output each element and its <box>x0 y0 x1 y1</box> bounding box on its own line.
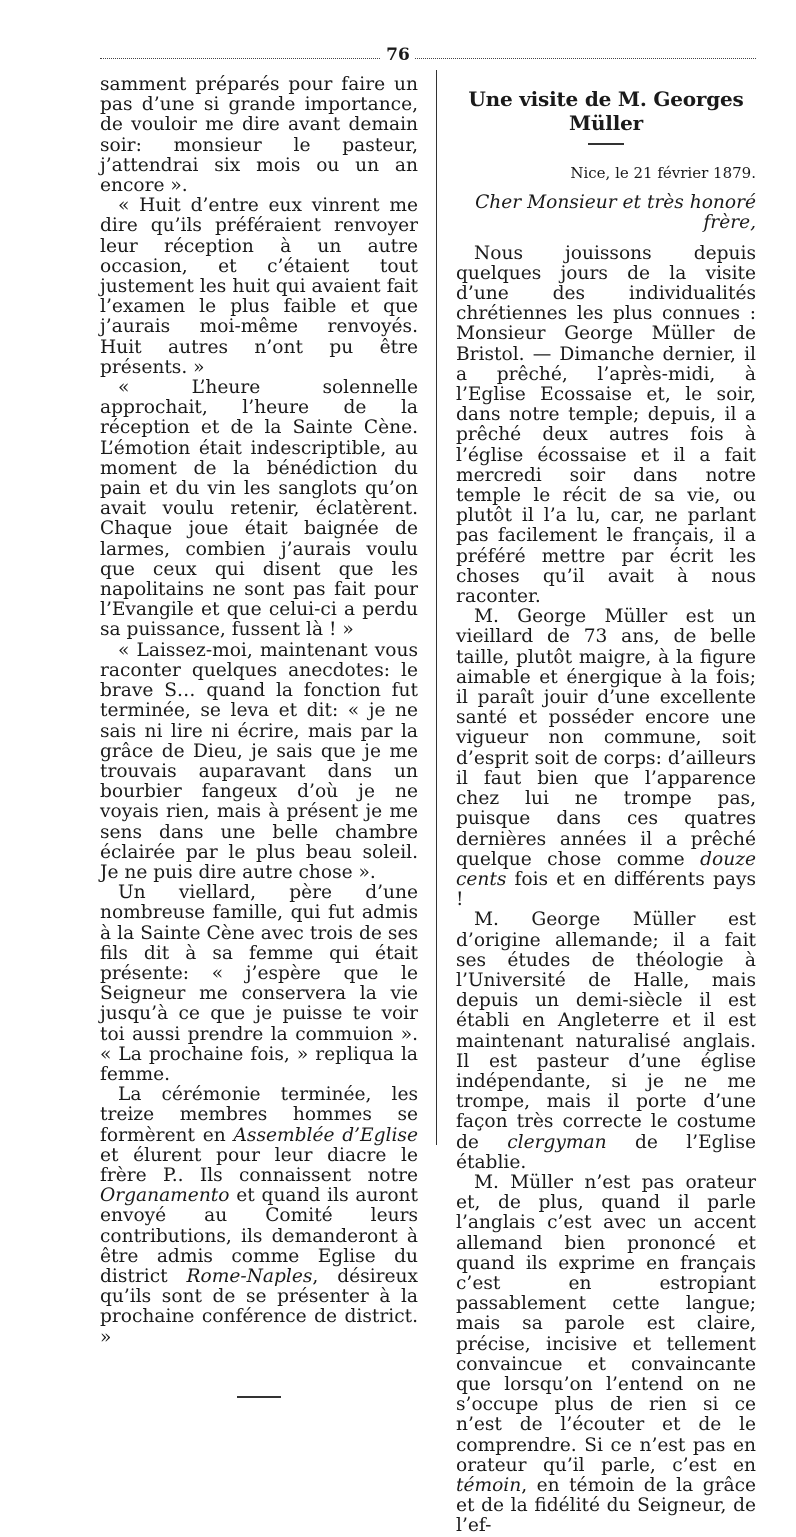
left-column <box>100 75 418 1398</box>
end-of-article-rule <box>237 1396 281 1398</box>
article-title: Une visite de M. Georges Müller <box>468 87 744 135</box>
text-run: , en témoin de la grâce et de la fidélité du Seigneur, de l’ef- <box>456 1475 756 1537</box>
text-run: fois et en différents pays ! <box>456 868 756 911</box>
right-paragraph <box>456 1173 756 1537</box>
right-paragraph <box>456 607 756 910</box>
italic-run: Rome-Naples <box>186 1265 313 1287</box>
dateline: Nice, le 21 février 1879. <box>570 164 756 182</box>
left-paragraph: samment préparés pour faire un pas d’une si grande importance, de vouloir me dire avant demain soir: monsieur le pasteur, j’attendrai six mois ou un an encore ». <box>100 74 418 197</box>
text-run: et élurent pour leur diacre le frère P.. Ils connaissent notre <box>100 1144 418 1186</box>
right-paragraph <box>456 910 756 1173</box>
italic-run: Assemblée d’Eglise <box>233 1124 418 1146</box>
left-paragraph: « Laissez-moi, maintenant vous raconter quelques anecdotes: le brave S… quand la fonction fut terminée, se leva et dit: « je ne sais ni lire ni écrire, mais par la grâce de Dieu, je sais que je me trouvais auparavant dans un bourbier fangeux d’où je ne voyais rien, mais à présent je me sens dans une belle chambre éclairée par le plus beau soleil. Je ne puis dire autre chose ». <box>100 639 418 883</box>
left-paragraph-last <box>100 1085 418 1348</box>
italic-run: clergyman <box>507 1131 607 1153</box>
text-run: , désireux qu’ils sont de se présenter à la prochaine conférence de district. » <box>100 1265 418 1348</box>
left-paragraph: « L’heure solennelle approchait, l’heure de la réception et de la Sainte Cène. L’émotion était indescriptible, au moment de la bénédiction du pain et du vin les sanglots qu’on avait voulu retenir, éclatèrent. Chaque joue était baignée de larmes, combien j’aurais voulu que ceux qui disent que les napolitains ne sont pas fait pour l’Evangile et que celui-ci a perdu sa puissance, fussent là ! » <box>100 377 418 641</box>
left-paragraph: Un viellard, père d’une nombreuse famille, qui fut admis à la Sainte Cène avec trois de ses fils dit à sa femme qui était présente: « j’espère que le Seigneur me conservera la vie jusqu’à ce que je puisse te voir toi aussi prendre la commuion ». « La prochaine fois, » repliqua la femme. <box>100 882 418 1085</box>
text-run: et quand ils auront envoyé au Comité leurs contributions, ils demanderont à être admis comme Eglise du district <box>100 1185 418 1287</box>
italic-run: douze cents <box>456 848 756 890</box>
page-number <box>0 45 796 65</box>
column-divider <box>436 70 437 1145</box>
text-run: M. George Müller est d’origine allemande; il a fait ses études de théologie à l’Université de Halle, mais depuis un demi-siècle il est établi en Angleterre et il est maintenant naturalisé anglais. Il est pasteur d’une église indépendante, si je ne me trompe, mais il porte d’une façon très correcte le costume de <box>456 909 756 1153</box>
text-run: La cérémonie terminée, les treize membres hommes se formèrent en <box>100 1084 418 1146</box>
text-run: de l’Eglise établie. <box>456 1131 756 1173</box>
italic-run: Organamento <box>100 1185 230 1207</box>
text-run: M. Müller n’est pas orateur et, de plus, quand il parle l’anglais c’est avec un accent allemand bien prononcé et quand ils exprime en français c’est en estropiant passablement cette langue; mais sa parole est claire, précise, incisive et tellement convaincue et convaincante que lorsqu’on l’entend on ne s’occupe plus de rien si ce n’est de l’écouter et de le comprendre. Si ce n’est pas en orateur qu’il parle, c’est en <box>456 1171 756 1476</box>
left-paragraph: « Huit d’entre eux vinrent me dire qu’ils préféraient renvoyer leur réception à un autre occasion, et c’étaient tout justement les huit qui avaient fait l’examen le plus faible et que j’aurais moi-même renvoyés. Huit autres n’ont pu être présents. » <box>100 195 418 378</box>
title-rule <box>588 143 624 145</box>
text-run: M. George Müller est un vieillard de 73 ans, de belle taille, plutôt maigre, à la figure aimable et énergique à la fois; il paraît jouir d’une excellente santé et posséder encore une vigueur non commune, soit d’esprit soit de corps: d’ailleurs il faut bien que l’apparence chez lui ne trompe pas, puisque dans ces quatres dernières années il a prêché quelque chose comme <box>456 606 756 870</box>
right-column <box>456 75 756 1537</box>
right-paragraph: Nous jouissons depuis quelques jours de la visite d’une des individualités chrétiennes les plus connues : Monsieur George Müller de Bristol. — Dimanche dernier, il a prêché, l’après-midi, à l’Eglise Ecossaise et, le soir, dans notre temple; depuis, il a prêché deux autres fois à l’église écossaise et il a fait mercredi soir dans notre temple le récit de sa vie, ou plutôt il l’a lu, car, ne parlant pas facilement le français, il a préféré mettre par écrit les choses qu’il avait à nous raconter. <box>456 242 756 608</box>
italic-run: témoin <box>456 1475 522 1496</box>
salutation: Cher Monsieur et très honoré frère, <box>475 192 756 234</box>
page-number-text: 76 <box>381 45 415 65</box>
